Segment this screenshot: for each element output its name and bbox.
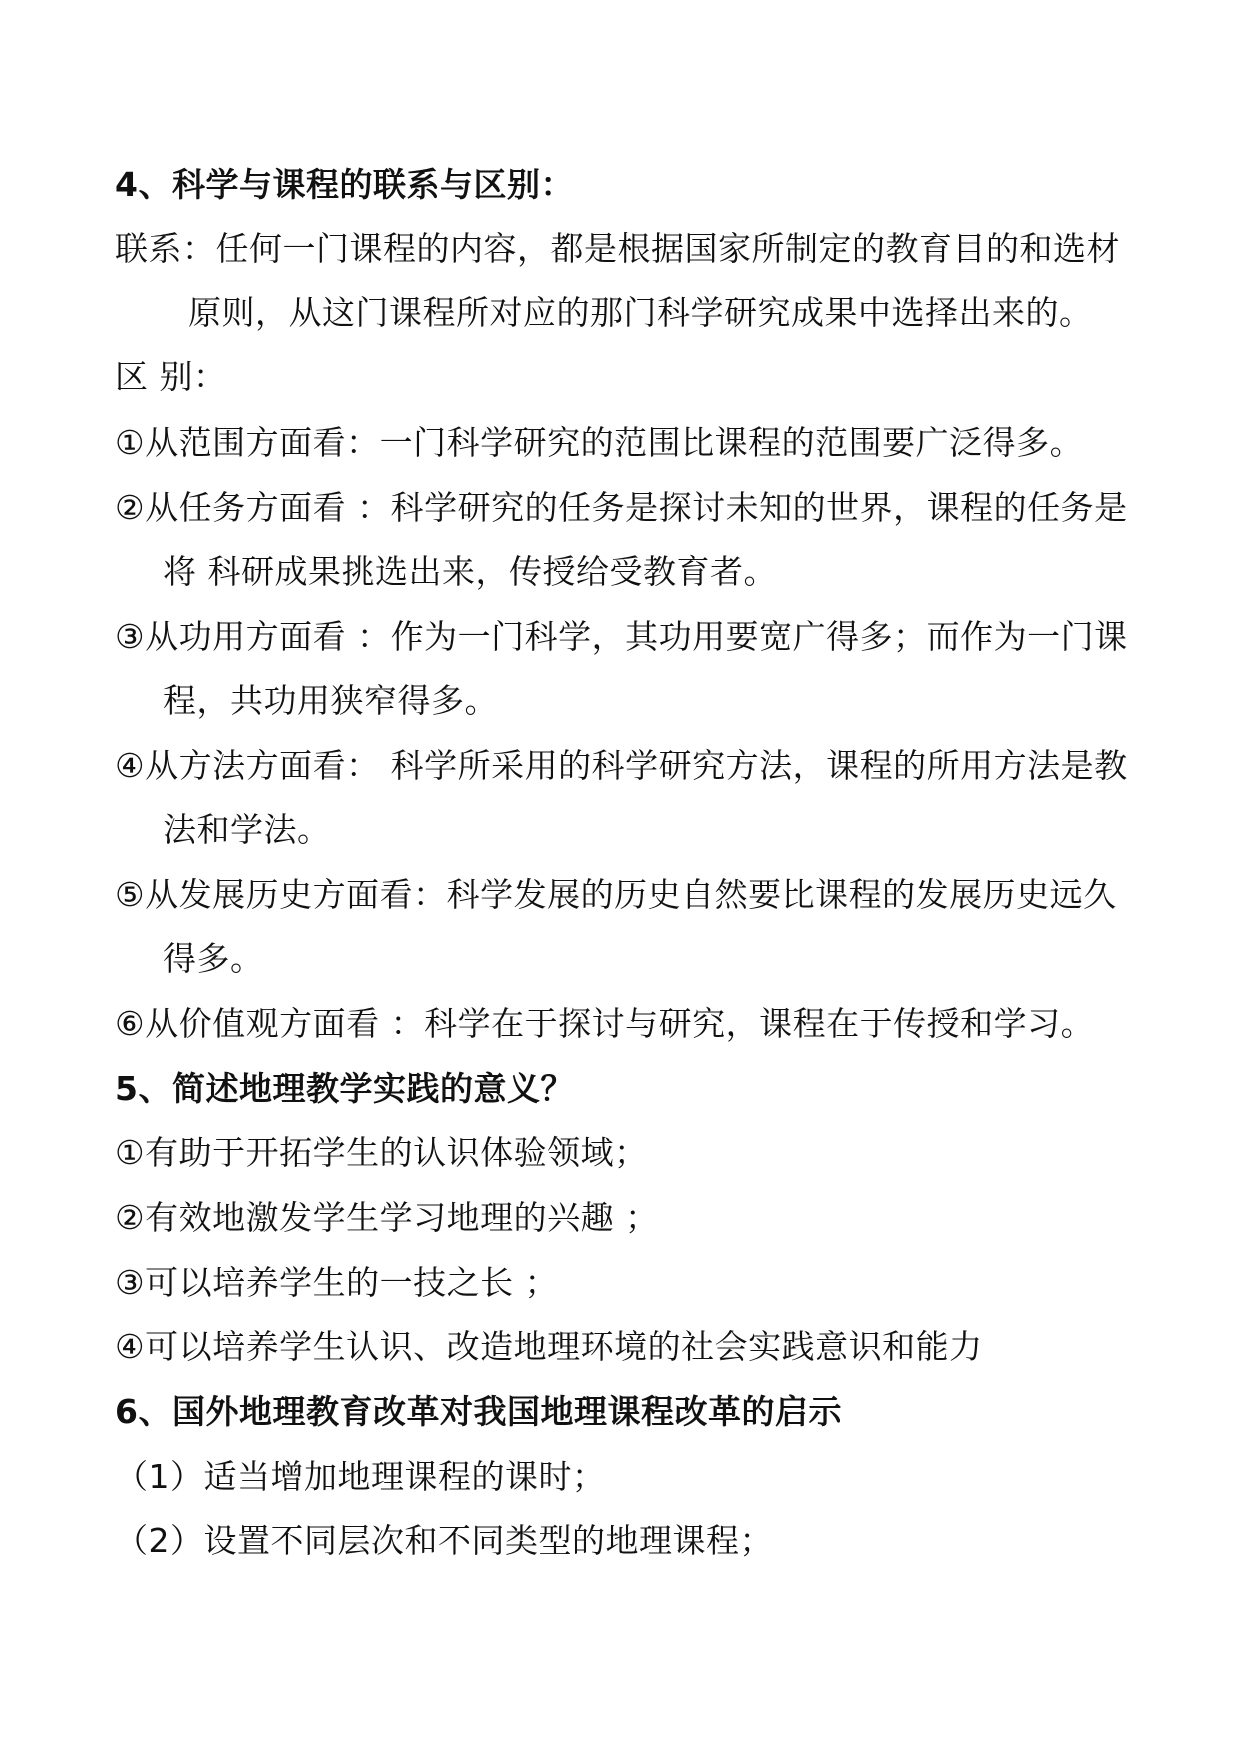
- difference-item-2: ②从任务方面看 ：科学研究的任务是探讨未知的世界，课程的任务是: [115, 488, 1128, 527]
- difference-item-3-continued: 程，共功用狭窄得多。: [163, 681, 498, 720]
- practice-item-1: ①有助于开拓学生的认识体验领域；: [115, 1133, 648, 1172]
- difference-item-4-continued: 法和学法。: [163, 810, 331, 849]
- difference-item-5: ⑤从发展历史方面看：科学发展的历史自然要比课程的发展历史远久: [115, 875, 1117, 914]
- difference-item-5-continued: 得多。: [163, 939, 264, 978]
- difference-item-3: ③从功用方面看 ：作为一门科学，其功用要宽广得多；而作为一门课: [115, 617, 1128, 656]
- section-6-heading: 6、国外地理教育改革对我国地理课程改革的启示: [115, 1392, 842, 1431]
- difference-item-6: ⑥从价值观方面看 ：科学在于探讨与研究，课程在于传授和学习。: [115, 1004, 1095, 1043]
- difference-item-4: ④从方法方面看： 科学所采用的科学研究方法，课程的所用方法是教: [115, 746, 1128, 785]
- section-5-heading: 5、简述地理教学实践的意义？: [115, 1069, 574, 1108]
- practice-item-4: ④可以培养学生认识、改造地理环境的社会实践意识和能力: [115, 1327, 983, 1366]
- reform-item-2: （2）设置不同层次和不同类型的地理课程；: [115, 1521, 773, 1560]
- practice-item-3: ③可以培养学生的一技之长 ；: [115, 1263, 559, 1302]
- relation-text-line-2: 原则，从这门课程所对应的那门科学研究成果中选择出来的。: [188, 293, 1093, 332]
- relation-text-line-1: 联系：任何一门课程的内容，都是根据国家所制定的教育目的和选材: [115, 229, 1120, 268]
- reform-item-1: （1）适当增加地理课程的课时；: [115, 1457, 606, 1496]
- practice-item-2: ②有效地激发学生学习地理的兴趣 ；: [115, 1198, 659, 1237]
- difference-item-2-continued: 将 科研成果挑选出来，传授给受教育者。: [163, 552, 777, 591]
- difference-item-1: ①从范围方面看：一门科学研究的范围比课程的范围要广泛得多。: [115, 423, 1084, 462]
- section-4-heading: 4、科学与课程的联系与区别：: [115, 165, 574, 204]
- difference-label: 区 别：: [115, 357, 227, 396]
